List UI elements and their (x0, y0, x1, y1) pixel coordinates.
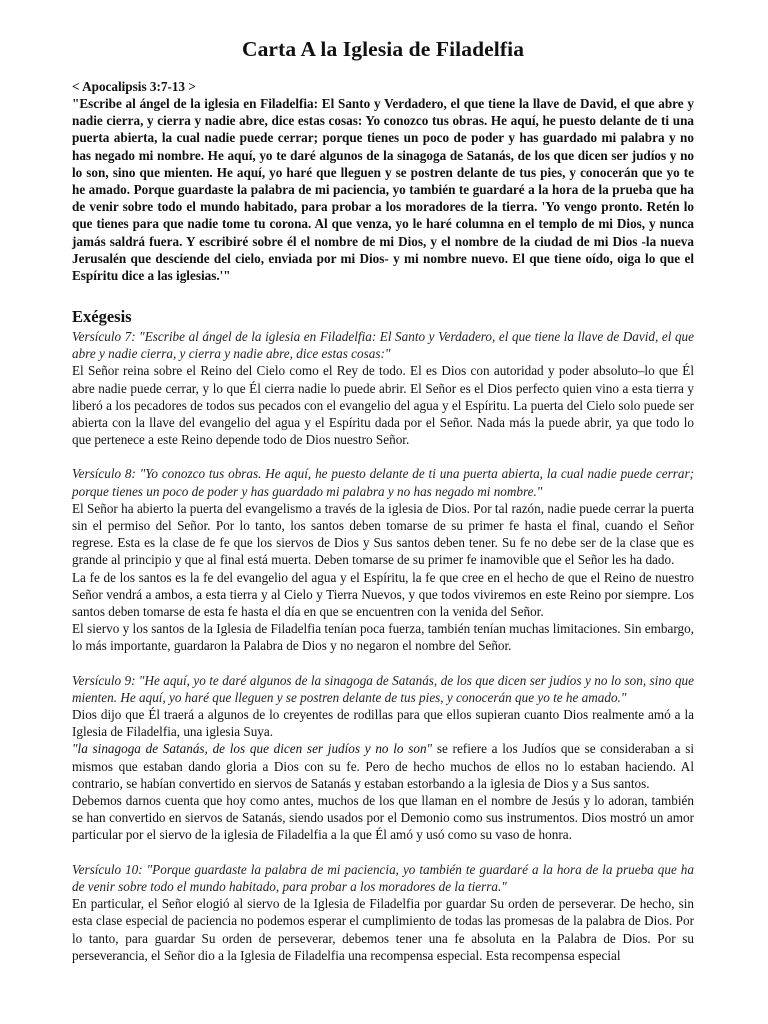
document-title: Carta A la Iglesia de Filadelfia (241, 37, 525, 61)
verse-9-paragraph-1: Dios dijo que Él traerá a algunos de lo creyentes de rodillas para que ellos supieran cuanto Dios realmente amó a la Iglesia de Filadelfia, una iglesia Suya. (72, 707, 694, 740)
verse-9-paragraph-2-text: se refiere a los Judíos que se consideraban a si mismos que estaban dando gloria a Dios con su fe. Pero de hecho muchos de ellos no lo estaban haciendo. Al contrario, se habían convertido en siervos de Satanás y estaban estorbando a la iglesia de Dios y a Sus santos. (72, 741, 694, 791)
verse-10-quote: Versículo 10: "Porque guardaste la palabra de mi paciencia, yo también te guardaré a la hora de la prueba que ha de venir sobre todo el mundo habitado, para probar a los moradores de la tierra." (72, 861, 694, 894)
verse-8-quote: Versículo 8: "Yo conozco tus obras. He aquí, he puesto delante de ti una puerta abierta, la cual nadie puede cerrar; porque tienes un poco de poder y has guardado mi palabra y no has negado mi nombre." (72, 466, 694, 499)
verse-10-paragraph: En particular, el Señor elogió al siervo de la Iglesia de Filadelfia por guardar Su orden de perseverar. De hecho, sin esta clase especial de paciencia no podemos esperar el cumplimiento de todas las promesas de la palabra de Dios. Por lo tanto, para guardar Su orden de perseverar, debemos tener una fe absoluta en la Palabra de Dios. Por su perseverancia, el Señor dio a la Iglesia de Filadelfia una recompensa especial. Esta recompensa especial (72, 896, 694, 963)
exegesis-heading: Exégesis (72, 307, 132, 326)
verse-8-paragraph-3: El siervo y los santos de la Iglesia de Filadelfia tenían poca fuerza, también tenían muchas limitaciones. Sin embargo, lo más importante, guardaron la Palabra de Dios y no negaron el nombre del Señor. (72, 621, 694, 654)
exegesis-body (72, 328, 694, 964)
verse-9-quote: Versículo 9: "He aquí, yo te daré algunos de la sinagoga de Satanás, de los que dicen ser judíos y no lo son, sino que mienten. He aquí, yo haré que lleguen y se postren delante de tus pies, y conocerán que yo te he amado." (72, 672, 694, 705)
verse-8-paragraph-2: La fe de los santos es la fe del evangelio del agua y el Espíritu, la fe que cree en el hecho de que el Reino de nuestro Señor vendrá a ambos, a esta tierra y al Cielo y Tierra Nuevos, y que todos viviremos en este Reino por siempre. Los santos deben tomarse de esta fe hasta el día en que se encuentren con la venida del Señor. (72, 569, 694, 620)
scripture-reference: < Apocalipsis 3:7-13 > (72, 79, 196, 94)
verse-9-inline-quote: "la sinagoga de Satanás, de los que dicen ser judíos y no lo son" (72, 741, 433, 757)
verse-9-paragraph-3: Debemos darnos cuenta que hoy como antes, muchos de los que llaman en el nombre de Jesús y lo adoran, también se han convertido en siervos de Satanás, siendo usados por el Demonio como sus instrumentos. Dios mostró un amor particular por el siervo de la iglesia de Filadelfia a la que Él amó y usó como su vaso de honra. (72, 793, 694, 843)
verse-9-paragraph-2 (72, 740, 694, 792)
verse-7-paragraph: El Señor reina sobre el Reino del Cielo como el Rey de todo. El es Dios con autoridad y poder absoluto–lo que Él abre nadie puede cerrar, y lo que Él cierra nadie lo puede abrir. El Señor es el Dios perfecto quien vino a esta tierra y liberó a los pecadores de todos sus pecados con el evangelio del agua y el Espíritu. La puerta del Cielo solo puede ser abierta con la llave del evangelio del agua y el Espíritu dada por el Señor. Nada más la puede abrir, ya que todo lo que pertenece a este Reino depende todo de Dios nuestro Señor. (72, 363, 694, 448)
verse-7-quote: Versículo 7: "Escribe al ángel de la iglesia en Filadelfia: El Santo y Verdadero, el que tiene la llave de David, el que abre y nadie cierra, y cierra y nadie abre, dice estas cosas:" (72, 329, 694, 362)
verse-8-paragraph-1: El Señor ha abierto la puerta del evangelismo a través de la iglesia de Dios. Por tal razón, nadie puede cerrar la puerta sin el permiso del Señor. Por lo tanto, los santos deben tomarse de su primer fe hasta el final, cuando el Señor regrese. Esta es la clase de fe que los siervos de Dios y Sus santos deben tener. Su fe no debe ser de la clase que es grande al principio y que al final está muerta. Deben tomarse de su primer fe inamovible que el Señor les ha dado. (72, 500, 694, 568)
scripture-quote: "Escribe al ángel de la iglesia en Filadelfia: El Santo y Verdadero, el que tiene la llave de David, el que abre y nadie cierra, y cierra y nadie abre, dice estas cosas: Yo conozco tus obras. He aquí, he puesto delante de ti una puerta abierta, la cual nadie puede cerrar; porque tienes un poco de poder y has guardado mi palabra y no has negado mi nombre. He aquí, yo te daré algunos de la sinagoga de Satanás, de los que dicen ser judíos y no lo son, sino que mienten. He aquí, yo haré que lleguen y se postren delante de tus pies, y conocerán que yo te he amado. Porque guardaste la palabra de mi paciencia, yo también te guardaré a la hora de la prueba que ha de venir sobre todo el mundo habitado, para probar a los moradores de la tierra. 'Yo vengo pronto. Retén lo que tienes para que nadie tome tu corona. Al que venza, yo le haré columna en el templo de mi Dios, y nunca jamás saldrá fuera. Y escribiré sobre él el nombre de mi Dios, y el nombre de la ciudad de mi Dios -la nueva Jerusalén que desciende del cielo, enviada por mi Dios- y mi nombre nuevo. El que tiene oído, oiga lo que el Espíritu dice a las iglesias.'" (72, 96, 694, 284)
